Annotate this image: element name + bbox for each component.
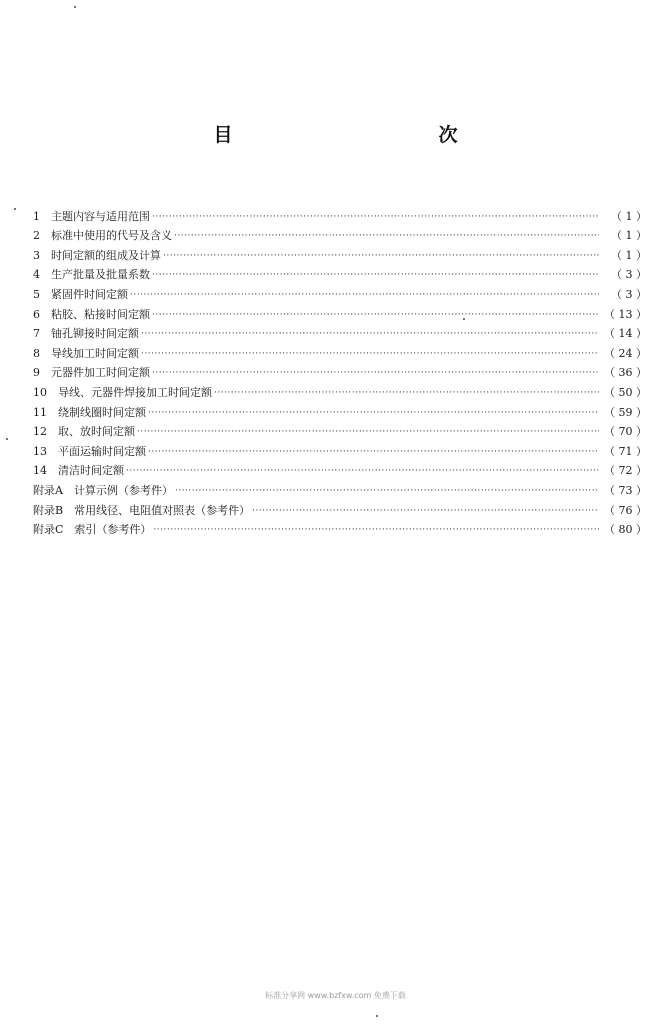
toc-leader-dots [137,425,599,439]
toc-leader-dots [153,523,599,537]
toc-entry-label: 4 生产批量及批量系数 [33,268,150,282]
toc-leader-dots [152,308,599,322]
toc-entry-page: （ 3 ） [611,287,647,301]
toc-leader-dots [152,268,599,282]
toc-entry [33,361,647,381]
toc-entry-page: （ 13 ） [604,307,647,321]
toc-entry [33,478,647,498]
toc-entry-label: 11 绕制线圈时间定额 [33,405,146,419]
toc-leader-dots [130,288,599,302]
toc-entry-page: （ 59 ） [604,405,647,419]
toc-entry [33,518,647,538]
toc-entry-label: 9 元器件加工时间定额 [33,366,150,380]
toc-entry-page: （ 24 ） [604,346,647,360]
toc-entry-label: 14 清洁时间定额 [33,464,124,478]
toc-entry-page: （ 1 ） [611,248,647,262]
toc-entry-label: 1 主题内容与适用范围 [33,209,150,223]
toc-entry-page: （ 36 ） [604,366,647,380]
toc-leader-dots [152,210,599,224]
toc-entry [33,459,647,479]
toc-leader-dots [252,504,599,518]
toc-leader-dots [152,366,599,380]
toc-entry-page: （ 1 ） [611,229,647,243]
toc-entry-label: 附录B 常用线径、电阻值对照表（参考件） [33,503,251,517]
toc-entry-page: （ 70 ） [604,425,647,439]
toc-entry-label: 12 取、放时间定额 [33,425,135,439]
toc-entry [33,322,647,342]
scan-speck [74,6,76,8]
toc-entry-page: （ 73 ） [604,483,647,497]
toc-entry-label: 8 导线加工时间定额 [33,346,139,360]
toc-entry [33,204,647,224]
toc-entry [33,243,647,263]
toc-entry-page: （ 3 ） [611,268,647,282]
toc-entry-page: （ 72 ） [604,464,647,478]
toc-title: 目 次 [213,124,514,146]
toc-entry [33,420,647,440]
toc-leader-dots [141,347,599,361]
toc-leader-dots [141,327,599,341]
toc-entry-label: 7 铀孔铆接时间定额 [33,327,139,341]
toc-leader-dots [214,386,599,400]
toc-entry-page: （ 1 ） [611,209,647,223]
toc-entry-label: 2 标准中使用的代号及含义 [33,229,172,243]
toc-entry [33,302,647,322]
toc-entry [33,439,647,459]
toc-leader-dots [126,464,599,478]
toc-leader-dots [148,406,599,420]
toc-entry-page: （ 76 ） [604,503,647,517]
toc-entry [33,498,647,518]
toc-entry-label: 附录C 索引（参考件） [33,523,152,537]
toc-entry [33,282,647,302]
toc-entry-label: 10 导线、元器件焊接加工时间定额 [33,385,212,399]
toc-entry-page: （ 80 ） [604,523,647,537]
toc-entry-page: （ 71 ） [604,444,647,458]
toc-entry-label: 附录A 计算示例（参考件） [33,483,173,497]
toc-entry-label: 6 粘胶、粘接时间定额 [33,307,150,321]
toc-leader-dots [148,445,599,459]
toc-entry-label: 13 平面运输时间定额 [33,444,146,458]
toc-entry-page: （ 14 ） [604,327,647,341]
scan-speck [6,438,8,440]
toc-entry [33,263,647,283]
toc-leader-dots [174,229,599,243]
toc-entry [33,224,647,244]
scan-speck [463,318,465,320]
toc-entry [33,380,647,400]
toc-entry [33,400,647,420]
toc-entry [33,341,647,361]
toc-entry-page: （ 50 ） [604,385,647,399]
watermark-footer: 标准分享网 www.bzfxw.com 免费下载 [265,991,406,1000]
table-of-contents [33,204,647,537]
scan-speck [14,208,16,210]
toc-entry-label: 3 时间定额的组成及计算 [33,248,161,262]
toc-leader-dots [163,249,599,263]
toc-entry-label: 5 紧固件时间定额 [33,287,128,301]
toc-leader-dots [175,484,599,498]
scan-speck [376,1015,378,1017]
